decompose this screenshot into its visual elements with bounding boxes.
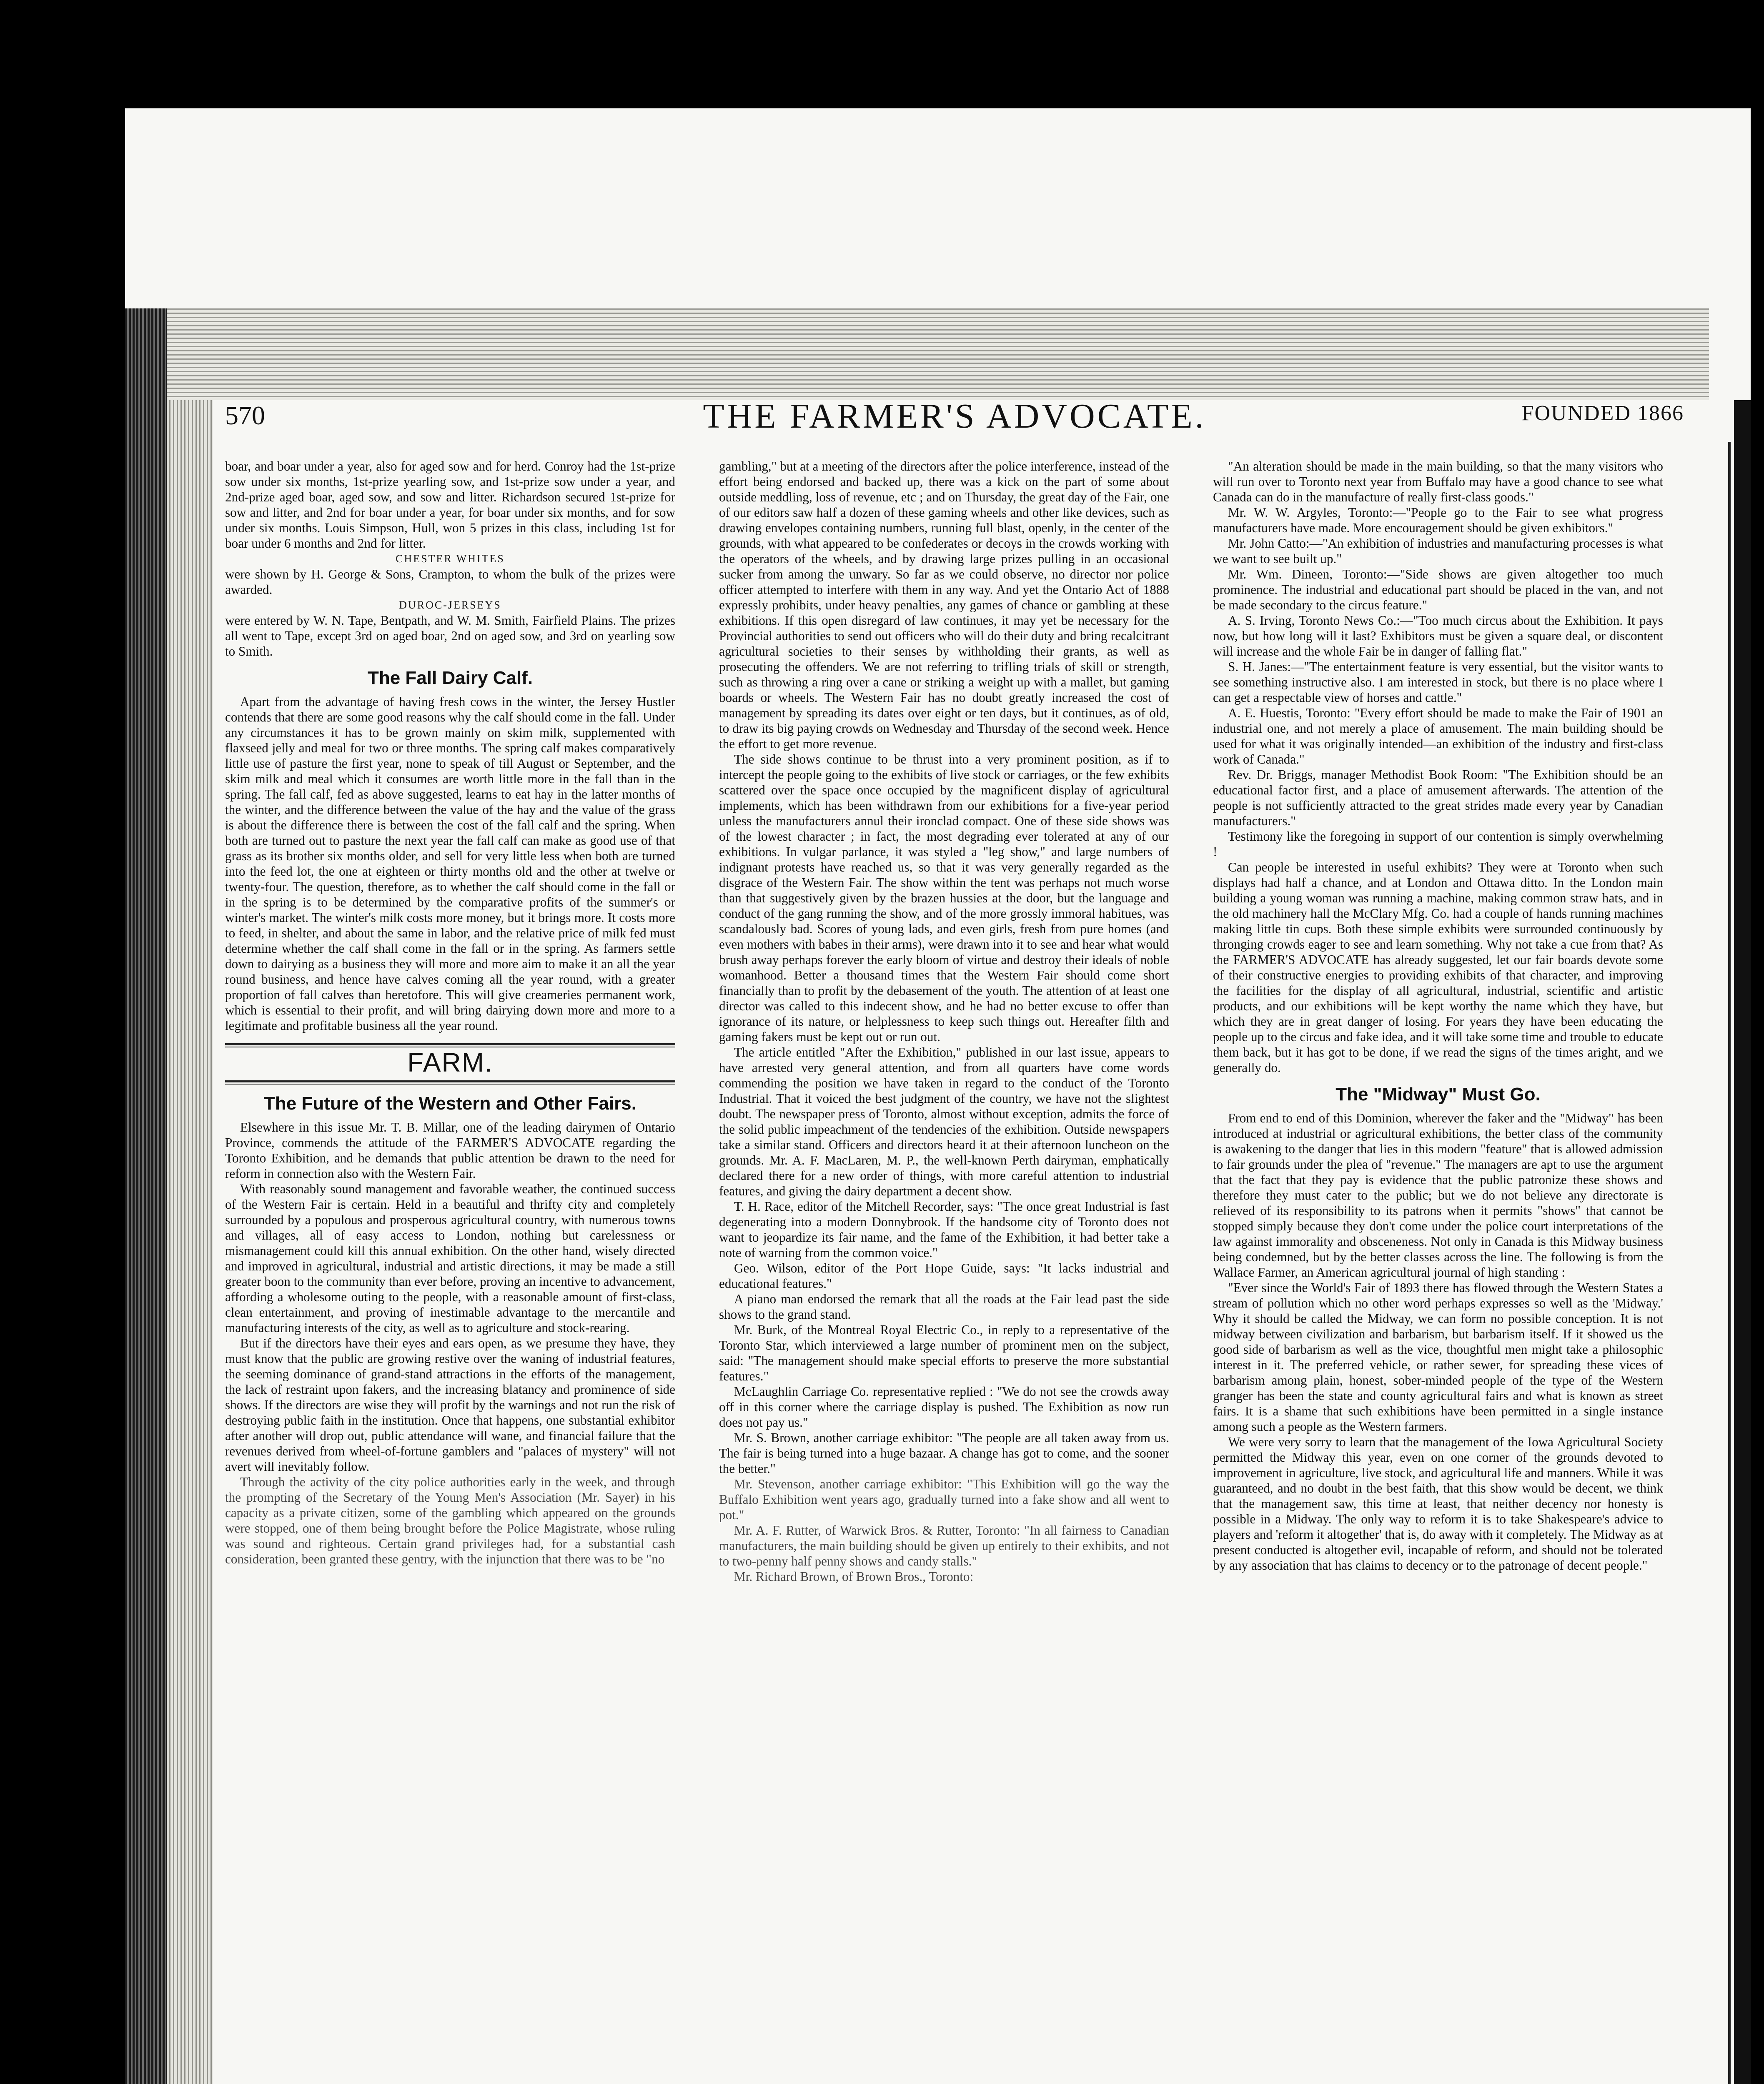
paragraph: Elsewhere in this issue Mr. T. B. Millar, one of the leading dairymen of Ontario Province, commends the attitude of the FARMER'S ADVOCATE regarding the Toronto Exhibition, and he demands that public attention be drawn to the need for reform in connection also with the Western Fair. <box>225 1120 675 1181</box>
paragraph: Apart from the advantage of having fresh cows in the winter, the Jersey Hustler contends that there are some good reasons why the calf should come in the fall. Under any circumstances it has to be grown mainly on skim milk, supplemented with flaxseed jelly and meal for two or three months. The spring calf makes comparatively little use of pasture the first year, none to speak of till August or September, and the skim milk and meal which it consumes are worth little more in the fall than in the spring. The fall calf, fed as above suggested, learns to eat hay in the latter months of the winter, and the difference between the value of the hay and the value of the grass is about the difference there is between the cost of the fall calf and the spring. When both are turned out to pasture the next year the fall calf can make as good use of that grass as its brother six months older, and sell for very little less when both are turned into the feed lot, the one at eighteen or thirty months old and the other at twelve or twenty-four. The question, therefore, as to whether the calf should come in the fall or in the spring is to be determined by the comparative profits of the summer's or winter's market. The winter's milk costs more money, but it brings more. It costs more to feed, in shelter, and about the same in labor, and the relative price of milk fed must determine whether the calf shall come in the fall or in the spring. As farmers settle down to dairying as a business they will more and more aim to make it an all the year round business, and hence have calves coming all the year round, with a greater proportion of fall calves than heretofore. This will give creameries permanent work, which is essential to their profit, and will bring dairying down more and more to a legitimate and profitable business all the year round. <box>225 694 675 1033</box>
paragraph: Mr. S. Brown, another carriage exhibitor: "The people are all taken away from us. The fair is being turned into a huge bazaar. A change has got to come, and the sooner the better." <box>719 1430 1169 1476</box>
paragraph: With reasonably sound management and favorable weather, the continued success of the Western Fair is certain. Held in a beautiful and thrifty city and completely surrounded by a populous and prosperous agricultural country, with numerous towns and villages, all of easy access to London, nothing but carelessness or mismanagement could kill this annual exhibition. On the other hand, wisely directed and improved in agricultural, industrial and artistic directions, it may be made a still greater boon to the community than ever before, proving an incentive to advancement, affording a wholesome outing to the people, with a reasonable amount of first-class, clean entertainment, and proving of inestimable advantage to the mercantile and manufacturing interests of the city, as well as to agriculture and stock-rearing. <box>225 1182 675 1335</box>
paragraph: McLaughlin Carriage Co. representative replied : "We do not see the crowds away off in this corner where the carriage display is pushed. The Exhibition as now run does not pay us." <box>719 1384 1169 1430</box>
paragraph: Mr. John Catto:—"An exhibition of industries and manufacturing processes is what we want to see built up." <box>1213 536 1663 566</box>
article-heading: The Fall Dairy Calf. <box>367 668 533 688</box>
book-spine <box>167 400 213 2084</box>
masthead: THE FARMER'S ADVOCATE. <box>703 397 1206 436</box>
paragraph: "Ever since the World's Fair of 1893 there has flowed through the Western States a stream of pollution which no other word perhaps expresses so well as the 'Midway.' Why it should be called the Midway, we can form no possible conception. It is not midway between civilization and barbarism, but barbarism itself. If it showed us the good side of barbarism as well as the vice, thoughtful men might take a philosophic interest in it. The preferred vehicle, or rather sewer, for spreading these vices of barbarism among plain, honest, sober-minded people of the type of the Western granger has been the state and county agricultural fairs and what is known as street fairs. It is a shame that such exhibitions have been permitted in a single instance among such a people as the Western farmers. <box>1213 1280 1663 1434</box>
paragraph: were shown by H. George & Sons, Crampton, to whom the bulk of the prizes were awarded. <box>225 567 675 597</box>
paragraph: The side shows continue to be thrust into a very prominent position, as if to intercept the people going to the exhibits of live stock or carriages, or the few exhibits scattered over the space once occupied by the magnificent display of agricultural implements, which has been withdrawn from our exhibitions for a five-year period unless the manufacturers annul their ironclad compact. One of these side shows was of the lowest character ; in fact, the most degrading ever tolerated at any of our exhibitions. In vulgar parlance, it was styled a "leg show," and large numbers of indignant protests have reached us, so that it was very generally regarded as the disgrace of the Western Fair. The show within the tent was perhaps not much worse than that suggestively given by the brazen hussies at the door, but the language and conduct of the gang running the show, and of the more grossly immoral habitues, was scandalously bad. Scores of young lads, and even girls, fresh from pure homes (and even mothers with babes in their arms), were drawn into it to see and hear what would brush away perhaps forever the early bloom of virtue and destroy their ideals of noble womanhood. Better a thousand times that the Western Fair should come short financially than to profit by the debasement of the youth. The attention of at least one director was called to this indecent show, and he had no better excuse to offer than ignorance of its nature, or helplessness to keep such things out. Hereafter filth and gaming fakers must be kept out or run out. <box>719 752 1169 1044</box>
paragraph: Testimony like the foregoing in support of our contention is simply overwhelming ! <box>1213 829 1663 859</box>
paragraph: boar, and boar under a year, also for aged sow and for herd. Conroy had the 1st-prize sow under six months, 1st-prize yearling sow, and 1st-prize sow under a year, and 2nd-prize aged boar, aged sow, and sow and litter. Richardson secured 1st-prize for sow and litter, and 2nd for boar under a year, for boar under six months, and for sow under six months. Louis Simpson, Hull, won 5 prizes in this class, including 1st for boar under 6 months and 2nd for litter. <box>225 459 675 551</box>
paragraph: Through the activity of the city police authorities early in the week, and through the prompting of the Secretary of the Young Men's Association (Mr. Sayer) in his capacity as a private citizen, some of the gambling which appeared on the grounds were stopped, one of them being brought before the Police Magistrate, whose ruling was sound and righteous. Certain grand privileges had, for a substantial cash consideration, been granted these gentry, with the injunction that there was to be "no <box>225 1475 675 1566</box>
paragraph: S. H. Janes:—"The entertainment feature is very essential, but the visitor wants to see something instructive also. I am interested in stock, but there is no place where I can get a respectable view of horses and cattle." <box>1213 659 1663 705</box>
paragraph: A. E. Huestis, Toronto: "Every effort should be made to make the Fair of 1901 an industrial one, and not merely a place of amusement. The main building should be used for what it was originally intended—an exhibition of the industry and first-class work of Canada." <box>1213 706 1663 766</box>
paragraph: A. S. Irving, Toronto News Co.:—"Too much circus about the Exhibition. It pays now, but how long will it last? Exhibitors must be given a square deal, or discontent will increase and the whole Fair be in danger of falling flat." <box>1213 613 1663 659</box>
subheading: DUROC-JERSEYS <box>399 599 501 611</box>
founded-note: FOUNDED 1866 <box>1521 401 1684 425</box>
paragraph: But if the directors have their eyes and ears open, as we presume they have, they must know that the public are growing restive over the waning of industrial features, the seeming dominance of grand-stand attractions in the efforts of the management, the lack of restraint upon fakers, and the increasing blatancy and prominence of side shows. If the directors are wise they will profit by the warnings and not run the risk of destroying public faith in the institution. Once that happens, one substantial exhibitor after another will drop out, public attendance will wane, and financial failure that the revenues derived from wheel-of-fortune gamblers and "palaces of mystery" will not avert will inevitably follow. <box>225 1336 675 1474</box>
column-3 <box>1213 458 1663 1573</box>
page-edge-right <box>1734 400 1751 2084</box>
newspaper-page <box>225 396 1684 2084</box>
paragraph: Mr. Richard Brown, of Brown Bros., Toronto: <box>734 1569 974 1584</box>
paragraph: Mr. Wm. Dineen, Toronto:—"Side shows are given altogether too much prominence. The industrial and educational part should be placed in the van, and not be made secondary to the circus feature." <box>1213 567 1663 612</box>
paragraph: were entered by W. N. Tape, Bentpath, and W. M. Smith, Fairfield Plains. The prizes all went to Tape, except 3rd on aged boar, 2nd on aged sow, and 3rd on yearling sow to Smith. <box>225 613 675 659</box>
column-1 <box>225 458 675 1567</box>
subheading: CHESTER WHITES <box>396 553 505 565</box>
page-edge-line <box>1728 442 1731 2084</box>
book-edge-top <box>167 308 1709 400</box>
paragraph: We were very sorry to learn that the management of the Iowa Agricultural Society permitted the Midway this year, even on one corner of the grounds devoted to improvement in agriculture, live stock, and agricultural life and manners. While it was guaranteed, and no doubt in the best faith, that this show would be decent, we think that the management saw, this time at least, that neither decency nor honesty is possible in a Midway. The only way to reform it is to take Shakespeare's advice to players and 'reform it altogether' that is, do away with it completely. The Midway as at present conducted is altogether evil, incapable of reform, and should not be tolerated by any association that has claims to decency or to the patronage of decent people." <box>1213 1435 1663 1573</box>
paragraph: "An alteration should be made in the main building, so that the many visitors who will run over to Toronto next year from Buffalo may have a good chance to see what Canada can do in the manufacture of really first-class goods." <box>1213 459 1663 504</box>
article-heading: The "Midway" Must Go. <box>1336 1084 1541 1105</box>
paragraph: Mr. A. F. Rutter, of Warwick Bros. & Rutter, Toronto: "In all fairness to Canadian manufacturers, the main building should be given up entirely to their exhibits, and not to two-penny half penny shows and candy stalls." <box>719 1523 1169 1568</box>
article-heading: The Future of the Western and Other Fairs. <box>264 1093 636 1114</box>
column-2 <box>719 458 1169 1584</box>
department-heading: FARM. <box>407 1047 493 1077</box>
paragraph: The article entitled "After the Exhibition," published in our last issue, appears to have arrested very general attention, and from all quarters have come words commending the position we have taken in regard to the conduct of the Toronto Industrial. That it voiced the best judgment of the country, we have not the slightest doubt. The newspaper press of Toronto, almost without exception, admits the force of the solid public impeachment of the tendencies of the exhibition. Outside newspapers take a similar stand. Officers and directors heard it at their afternoon luncheon on the grounds. Mr. A. F. MacLaren, M. P., the well-known Perth dairyman, emphatically declared there for a new order of things, with more careful attention to industrial features, and giving the dairy department a decent show. <box>719 1045 1169 1198</box>
paragraph: From end to end of this Dominion, wherever the faker and the "Midway" has been introduced at industrial or agricultural exhibitions, the better class of the community is awakening to the danger that lies in this modern "feature" that is allowed admission to fair grounds under the plea of "revenue." The managers are apt to use the argument that the fact that they pay is evidence that the public patronize these shows and therefore they must cater to the public; but we do not believe any directorate is relieved of its responsibility to its patrons when it permits "shows" that cannot be stopped simply because they don't come under the police court interpretations of the law against immorality and obsceneness. Not only in Canada is this Midway business being condemned, but by the better classes across the line. The following is from the Wallace Farmer, an American agricultural journal of high standing : <box>1213 1111 1663 1280</box>
section-rule <box>225 1043 675 1047</box>
scanned-page <box>125 108 1751 2084</box>
paragraph: Mr. Stevenson, another carriage exhibitor: "This Exhibition will go the way the Buffalo Exhibition went years ago, gradually turned into a fake show and all went to pot." <box>719 1477 1169 1522</box>
book-edge-left <box>125 308 167 2084</box>
paragraph: Mr. W. W. Argyles, Toronto:—"People go to the Fair to see what progress manufacturers have made. More encouragement should be given exhibitors." <box>1213 505 1663 535</box>
paragraph: Mr. Burk, of the Montreal Royal Electric Co., in reply to a representative of the Toronto Star, which interviewed a large number of prominent men on the subject, said: "The management should make special efforts to preserve the more substantial features." <box>719 1323 1169 1383</box>
page-header <box>225 396 1684 442</box>
paragraph: Can people be interested in useful exhibits? They were at Toronto when such displays had half a chance, and at London and Ottawa ditto. In the London main building a young woman was running a machine, making common straw hats, and in the old machinery hall the McClary Mfg. Co. had a couple of hands running machines making little tin cups. Both these simple exhibits were surrounded continuously by thronging crowds eager to see and learn something. Why not take a cue from that? As the FARMER'S ADVOCATE has already suggested, let our fair boards devote some of their constructive energies to providing exhibits of that character, and improving the facilities for the display of all agricultural, industrial, scientific and artistic products, and our exhibitions will be kept worthy the name which they have, but which they are in great danger of losing. For years they have been educating the people up to the circus and fake idea, and it will take some time and trouble to educate them back, but it has got to be done, if we read the signs of the times aright, and we generally do. <box>1213 860 1663 1075</box>
paragraph: A piano man endorsed the remark that all the roads at the Fair lead past the side shows to the grand stand. <box>719 1292 1169 1322</box>
page-number: 570 <box>225 401 265 430</box>
paragraph: gambling," but at a meeting of the directors after the police interference, instead of the effort being endorsed and backed up, there was a kick on the part of some about outside meddling, loss of revenue, etc ; and on Thursday, the great day of the Fair, one of our editors saw half a dozen of these gaming wheels and other like devices, such as drawing envelopes containing numbers, running full blast, openly, in the center of the grounds, with what appeared to be confederates or decoys in the crowds working with the operators of the wheels, and by drawing large prizes pulling in an occasional sucker from among the unwary. So far as we could observe, no director nor police officer attempted to interfere with them in any way. And yet the Ontario Act of 1888 expressly prohibits, under heavy penalties, any games of chance or gambling at these exhibitions. If this open disregard of law continues, it may yet be necessary for the Provincial authorities to send out officers who will do their duty and bring recalcitrant agricultural societies to their senses by withholding their grants, as well as prosecuting the offenders. We are not referring to trifling trials of skill or strength, such as throwing a ring over a cane or striking a weight up with a mallet, but gaming boards or wheels. The Western Fair has no doubt greatly increased the cost of management by spreading its dates over eight or ten days, but it continues, as of old, to draw its big paying crowds on Wednesday and Thursday of the second week. Hence the effort to get more revenue. <box>719 459 1169 751</box>
paragraph: T. H. Race, editor of the Mitchell Recorder, says: "The once great Industrial is fast degenerating into a modern Donnybrook. If the handsome city of Toronto does not want to jeopardize its fair name, and the fame of the Exhibition, it had better take a note of warning from the common voice." <box>719 1199 1169 1260</box>
paragraph: Geo. Wilson, editor of the Port Hope Guide, says: "It lacks industrial and educational features." <box>719 1261 1169 1291</box>
paragraph: Rev. Dr. Briggs, manager Methodist Book Room: "The Exhibition should be an educational factor first, and a place of amusement afterwards. The attention of the people is not sufficiently attracted to the great strides made every year by Canadian manufacturers." <box>1213 767 1663 828</box>
section-rule <box>225 1080 675 1085</box>
